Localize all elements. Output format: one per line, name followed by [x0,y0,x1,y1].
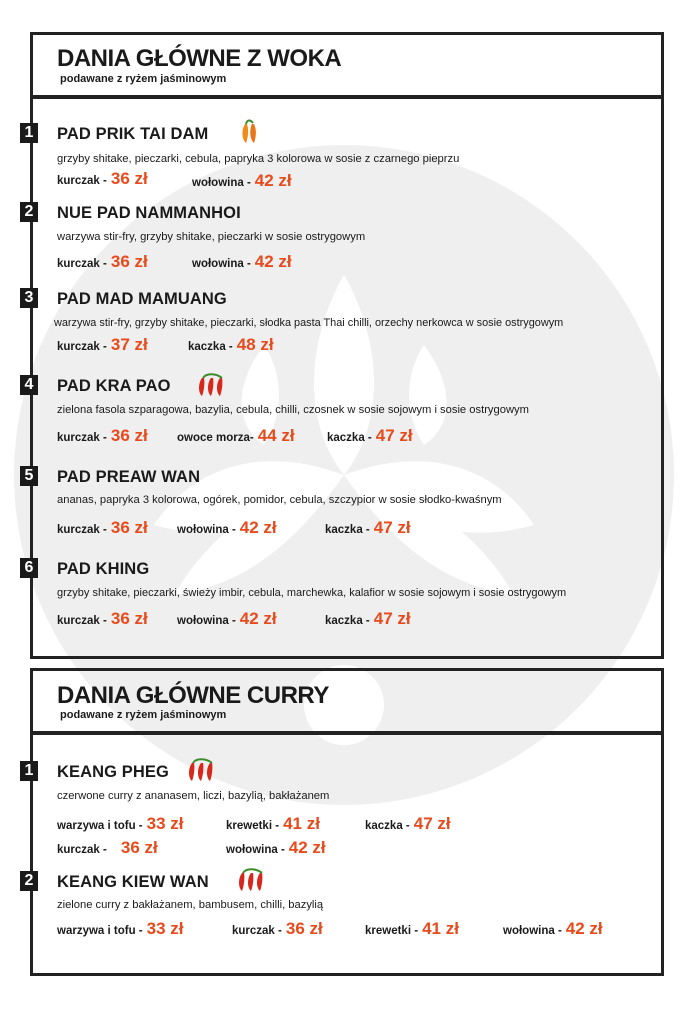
price-option: kaczka - 47 zł [365,814,451,833]
dish-description: grzyby shitake, pieczarki, cebula, papryka 3 kolorowa w sosie z czarnego pieprzu [57,153,460,165]
dish-number: 2 [20,871,38,891]
dish-number: 3 [20,288,38,308]
price-option: kurczak - 36 zł [57,838,158,857]
price-option: warzywa i tofu - 33 zł [57,919,184,938]
price-option: kaczka - 47 zł [325,518,411,537]
dish-description: zielona fasola szparagowa, bazylia, cebula, chilli, czosnek w sosie sojowym i sosie ostrygowym [57,404,529,416]
dish-name: PAD KRA PAO [57,377,171,395]
section-title: DANIA GŁÓWNE Z WOKA [57,45,342,72]
section-title: DANIA GŁÓWNE CURRY [57,682,329,709]
chili-pepper-icon [238,118,260,144]
dish-name: PAD KHING [57,560,150,578]
dish-name: PAD PRIK TAI DAM [57,125,209,143]
dish-name: KEANG KIEW WAN [57,873,209,891]
dish-description: warzywa stir-fry, grzyby shitake, pieczarki w sosie ostrygowym [57,231,366,243]
price-option: wołowina - 42 zł [226,838,326,857]
price-option: kurczak - 36 zł [232,919,323,938]
dish-description: grzyby shitake, pieczarki, świeży imbir, cebula, marchewka, kalafior w sosie sojowym i sosie ostrygowym [57,587,567,599]
price-option: wołowina - 42 zł [177,609,277,628]
price-option: warzywa i tofu - 33 zł [57,814,184,833]
dish-name: KEANG PHEG [57,763,169,781]
price-option: kurczak - 36 zł [57,518,148,537]
dish-name: PAD MAD MAMUANG [57,290,227,308]
price-option: wołowina - 42 zł [177,518,277,537]
price-option: wołowina - 42 zł [503,919,603,938]
section-subtitle: podawane z ryżem jaśminowym [60,73,227,85]
price-option: wołowina - 42 zł [192,252,292,271]
price-option: kaczka - 47 zł [327,426,413,445]
price-option: kaczka - 48 zł [188,335,274,354]
price-option: kurczak - 36 zł [57,426,148,445]
dish-description: warzywa stir-fry, grzyby shitake, pieczarki, słodka pasta Thai chilli, orzechy nerkowca w sosie ostrygowym [54,317,564,329]
chili-pepper-icon [235,866,267,892]
price-option: wołowina - 42 zł [192,171,292,190]
dish-description: czerwone curry z ananasem, liczi, bazylią, bakłażanem [57,790,330,802]
section-subtitle: podawane z ryżem jaśminowym [60,709,227,721]
price-option: kurczak - 37 zł [57,335,148,354]
chili-pepper-icon [185,756,217,782]
price-option: kurczak - 36 zł [57,609,148,628]
price-option: kaczka - 47 zł [325,609,411,628]
dish-number: 1 [20,761,38,781]
dish-description: zielone curry z bakłażanem, bambusem, chilli, bazylią [57,899,324,911]
dish-number: 6 [20,558,38,578]
dish-name: NUE PAD NAMMANHOI [57,204,241,222]
dish-number: 5 [20,466,38,486]
dish-number: 2 [20,202,38,222]
dish-description: ananas, papryka 3 kolorowa, ogórek, pomidor, cebula, szczypior w sosie słodko-kwaśnym [57,494,502,506]
dish-name: PAD PREAW WAN [57,468,201,486]
price-option: krewetki - 41 zł [365,919,459,938]
price-option: kurczak - 36 zł [57,169,148,188]
price-option: kurczak - 36 zł [57,252,148,271]
dish-number: 4 [20,375,38,395]
price-option: krewetki - 41 zł [226,814,320,833]
chili-pepper-icon [194,371,228,397]
price-option: owoce morza- 44 zł [177,426,295,445]
dish-number: 1 [20,123,38,143]
